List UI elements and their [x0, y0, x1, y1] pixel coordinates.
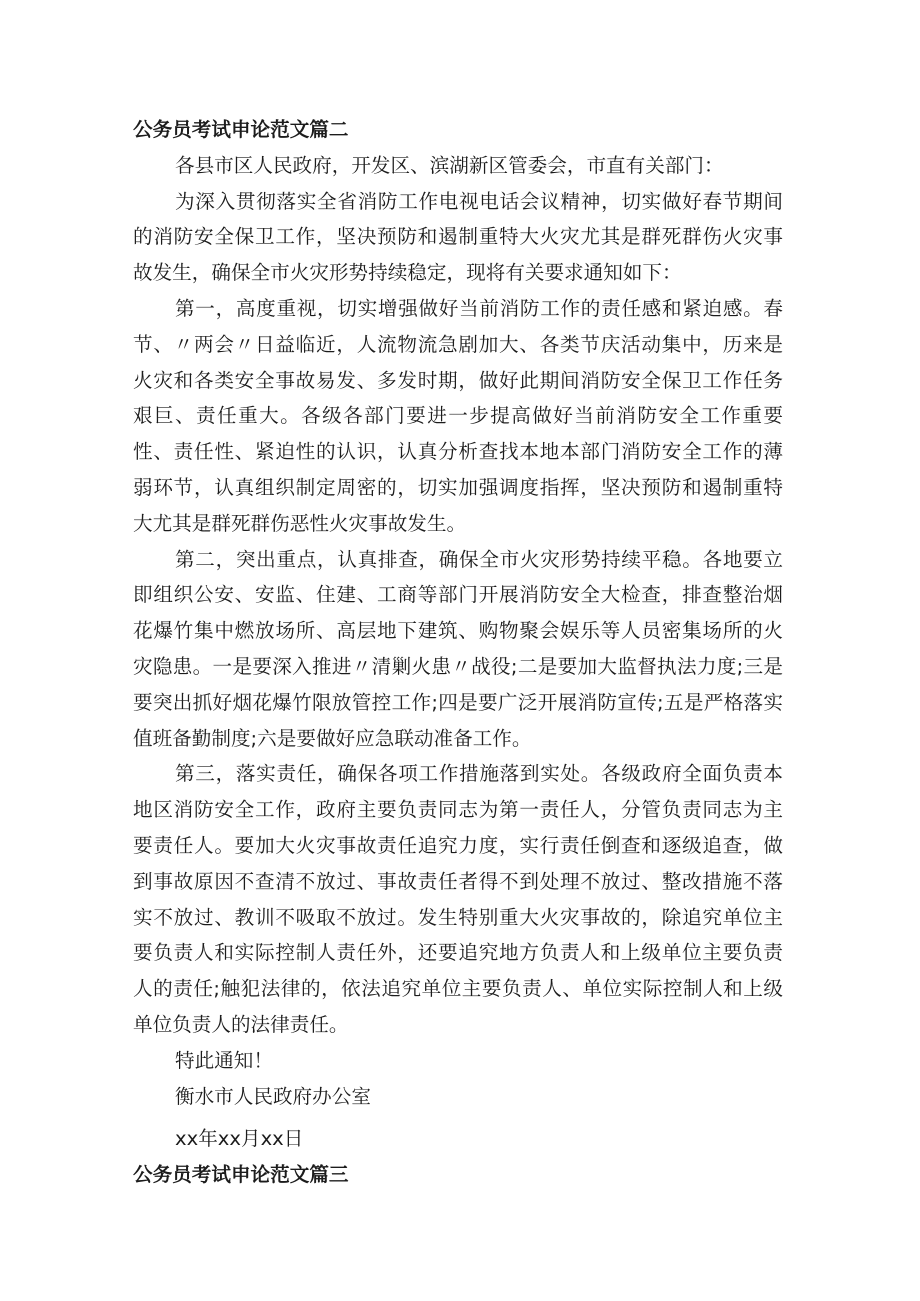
section-title: 公务员考试申论范文篇二 — [133, 118, 349, 141]
body-paragraph — [133, 291, 783, 542]
paragraph-line: 到事故原因不查清不放过、事故责任者得不到处理不放过、整改措施不落 — [133, 869, 783, 893]
paragraph-line: 艰巨、责任重大。各级各部门要进一步提高做好当前消防安全工作重要 — [133, 404, 783, 428]
next-section-title: 公务员考试申论范文篇三 — [133, 1163, 349, 1187]
paragraph-line: 故发生，确保全市火灾形势持续稳定，现将有关要求通知如下： — [133, 261, 682, 285]
paragraph-line: 要责任人。要加大火灾事故责任追究力度，实行责任倒查和逐级追查，做 — [133, 833, 783, 857]
paragraph-line: 要负责人和实际控制人责任外，还要追究地方负责人和上级单位主要负责 — [133, 941, 783, 965]
paragraph-line: 花爆竹集中燃放场所、高层地下建筑、购物聚会娱乐等人员密集场所的火 — [133, 619, 783, 643]
paragraph-line: 人的责任;触犯法律的，依法追究单位主要负责人、单位实际控制人和上级 — [133, 977, 783, 1001]
issuer-signature: 衡水市人民政府办公室 — [175, 1084, 371, 1108]
paragraph-line: 地区消防安全工作，政府主要负责同志为第一责任人，分管负责同志为主 — [133, 798, 783, 822]
paragraph-line: 值班备勤制度;六是要做好应急联动准备工作。 — [133, 726, 532, 750]
paragraph-line: 为深入贯彻落实全省消防工作电视电话会议精神，切实做好春节期间 — [175, 189, 783, 213]
paragraph-line: 单位负责人的法律责任。 — [133, 1012, 349, 1036]
document — [133, 112, 783, 1193]
issue-date: xx年xx月xx日 — [175, 1127, 304, 1151]
body-paragraph — [133, 542, 783, 757]
paragraph-line: 实不放过、教训不吸取不放过。发生特别重大火灾事故的，除追究单位主 — [133, 905, 783, 929]
paragraph-line: 灾隐患。一是要深入推进〃清剿火患〃战役;二是要加大监督执法力度;三是 — [133, 654, 783, 678]
paragraph-line: 第一，高度重视，切实增强做好当前消防工作的责任感和紧迫感。春 — [175, 296, 783, 320]
paragraph-line: 火灾和各类安全事故易发、多发时期，做好此期间消防安全保卫工作任务 — [133, 368, 783, 392]
salutation: 各县市区人民政府，开发区、滨湖新区管委会，市直有关部门： — [175, 153, 724, 177]
paragraph-line: 即组织公安、安监、住建、工商等部门开展消防安全大检查，排查整治烟 — [133, 583, 783, 607]
paragraph-line: 大尤其是群死群伤恶性火灾事故发生。 — [133, 511, 467, 535]
paragraph-line: 弱环节，认真组织制定周密的，切实加强调度指挥，坚决预防和遏制重特 — [133, 475, 783, 499]
paragraph-line: 节、〃两会〃日益临近，人流物流急剧加大、各类节庆活动集中，历来是 — [133, 332, 783, 356]
paragraph-line: 第三，落实责任，确保各项工作措施落到实处。各级政府全面负责本 — [175, 762, 783, 786]
paragraph-line: 第二，突出重点，认真排查，确保全市火灾形势持续平稳。各地要立 — [175, 547, 783, 571]
paragraph-line: 要突出抓好烟花爆竹限放管控工作;四是要广泛开展消防宣传;五是严格落实 — [133, 690, 783, 714]
closing-remark: 特此通知！ — [175, 1048, 273, 1072]
body-paragraph — [133, 184, 783, 291]
paragraph-line: 的消防安全保卫工作，坚决预防和遏制重特大火灾尤其是群死群伤火灾事 — [133, 225, 783, 249]
body-paragraph — [133, 756, 783, 1042]
paragraph-line: 性、责任性、紧迫性的认识，认真分析查找本地本部门消防安全工作的薄 — [133, 440, 783, 464]
